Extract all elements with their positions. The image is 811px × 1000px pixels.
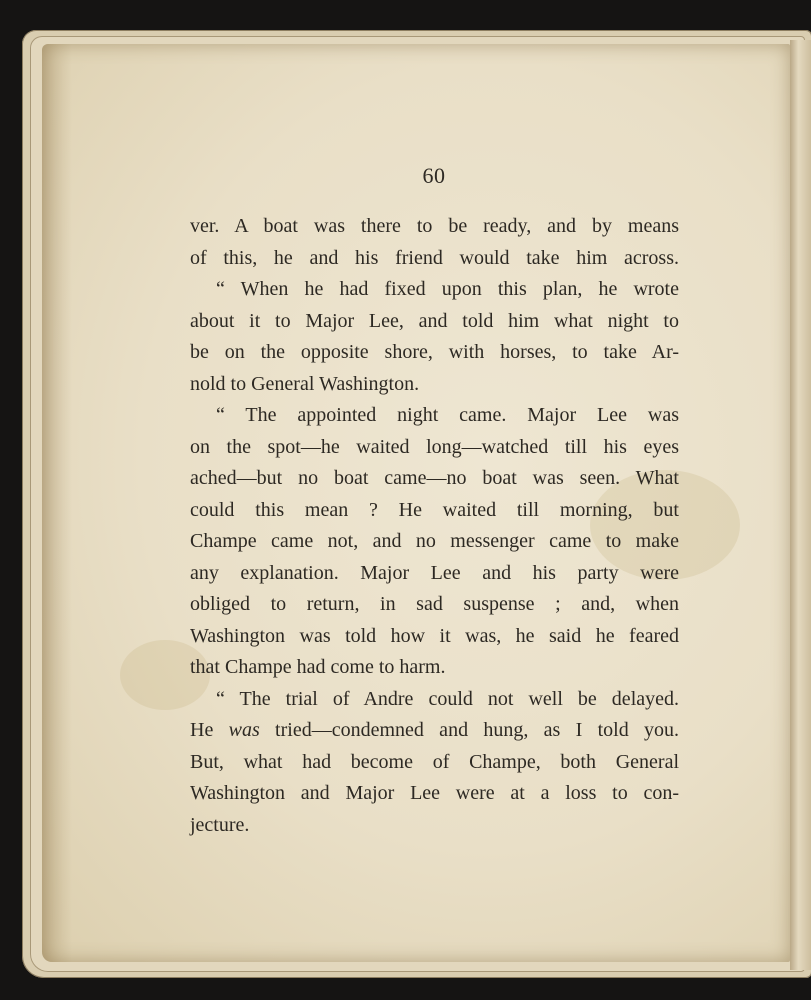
text-line: Washington and Major Lee were at a loss to con- (190, 782, 679, 804)
text-line: But, what had become of Champe, both General (190, 750, 679, 773)
text-line: nold to General Washington. (190, 372, 420, 395)
page-text (190, 211, 679, 841)
text-line: any explanation. Major Lee and his party were (190, 561, 679, 584)
text-line: ached—but no boat came—no boat was seen. What (190, 467, 679, 489)
text-line: that Champe had come to harm. (190, 656, 446, 678)
text-line: “ The trial of Andre could not well be delayed. (216, 687, 679, 710)
page-number: 60 (422, 163, 446, 188)
text-line: obliged to return, in sad suspense ; and, when (190, 593, 679, 615)
text-line: “ The appointed night came. Major Lee was (216, 404, 679, 426)
text-line: of this, he and his friend would take him across. (190, 246, 679, 269)
text-line: could this mean ? He waited till morning, but (190, 498, 679, 521)
text-line: “ When he had fixed upon this plan, he wrote (216, 278, 679, 300)
text-line: on the spot—he waited long—watched till his eyes (190, 435, 679, 458)
text-line: Champe came not, and no messenger came to make (190, 530, 679, 552)
text-line: about it to Major Lee, and told him what night to (190, 309, 679, 332)
text-line: He was tried—condemned and hung, as I told you. (190, 719, 679, 741)
text-line: ver. A boat was there to be ready, and by means (190, 215, 679, 237)
text-line: be on the opposite shore, with horses, to take Ar- (190, 341, 679, 363)
text-line: Washington was told how it was, he said he feared (190, 624, 679, 647)
text-line: jecture. (190, 813, 250, 836)
